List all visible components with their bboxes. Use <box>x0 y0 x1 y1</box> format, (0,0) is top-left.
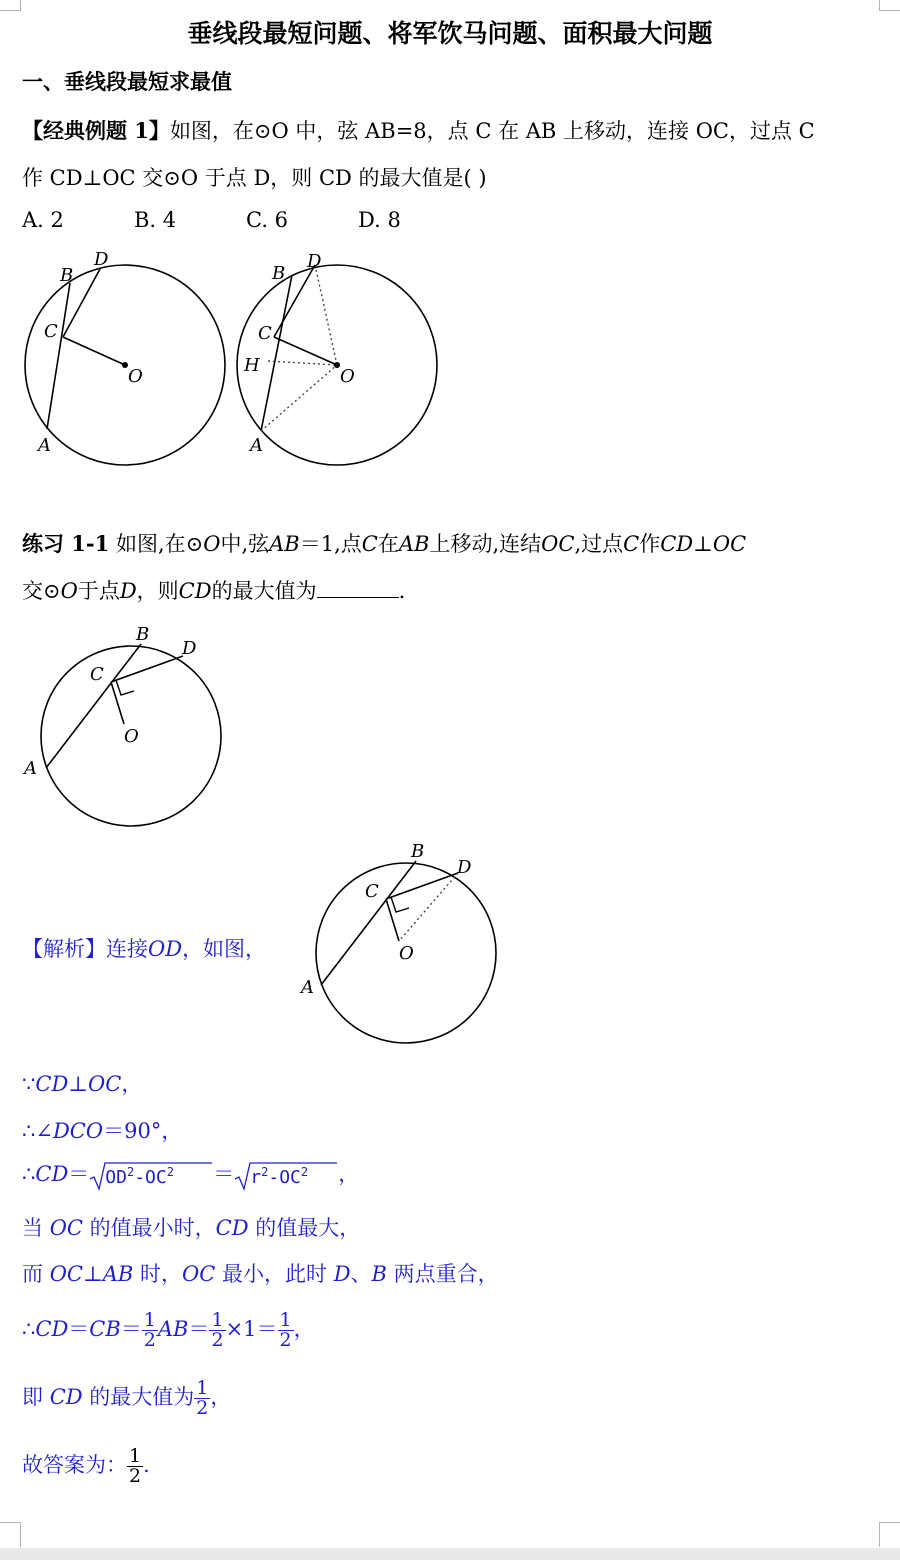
label-h: H <box>244 355 260 376</box>
text: 最小，此时 <box>222 1262 327 1286</box>
math: CD <box>178 579 212 603</box>
solution-step-7 <box>22 1372 231 1422</box>
math: O <box>60 579 78 603</box>
math: CB <box>89 1317 121 1341</box>
math: OC <box>49 1216 83 1240</box>
math: CD <box>49 1385 83 1409</box>
fraction-one-half <box>278 1311 294 1350</box>
text: ，则 <box>136 579 179 603</box>
text: ＝ <box>120 1317 142 1341</box>
math: AB <box>269 532 300 556</box>
label-d: D <box>182 638 197 659</box>
exponent: 2 <box>126 1164 135 1179</box>
solution-step-1 <box>22 1068 142 1098</box>
numerator: 1 <box>143 1309 156 1331</box>
text: 上移动,连结 <box>429 532 542 556</box>
answer-blank <box>317 579 399 598</box>
math: -OC <box>134 1166 167 1188</box>
math: -OC <box>268 1166 301 1188</box>
practice-tag: 练习 1-1 <box>22 531 110 556</box>
math: CD⊥OC <box>660 532 747 556</box>
practice-line-2 <box>22 575 405 605</box>
page-corner-mark <box>0 1522 21 1547</box>
math: r <box>250 1166 262 1188</box>
page-corner-mark <box>0 0 21 11</box>
text: ,过点 <box>574 532 624 556</box>
option-a: A. 2 <box>22 208 64 232</box>
example-line-2: 作 CD⊥OC 交⊙O 于点 D，则 CD 的最大值是( ) <box>22 166 487 190</box>
text: 中,弦 <box>220 532 270 556</box>
label-a: A <box>301 977 314 998</box>
denominator: 2 <box>129 1465 142 1487</box>
option-b: B. 4 <box>134 208 177 232</box>
math: D <box>119 579 137 603</box>
numerator: 1 <box>129 1445 142 1467</box>
fraction-one-half <box>194 1379 210 1418</box>
text: ＝ <box>68 1317 90 1341</box>
text: 而 <box>22 1262 43 1286</box>
page-title: 垂线段最短问题、将军饮马问题、面积最大问题 <box>187 19 713 48</box>
solution-step-3 <box>22 1158 359 1194</box>
math: C <box>623 532 640 556</box>
math: CD⊥OC <box>35 1072 122 1096</box>
math: OD <box>148 937 183 961</box>
label-c: C <box>90 664 104 685</box>
label-b: B <box>60 265 74 286</box>
label-b: B <box>272 263 286 284</box>
text: ×1＝ <box>225 1317 278 1341</box>
math: O <box>203 532 221 556</box>
label-d: D <box>457 857 472 878</box>
math: AB <box>157 1317 189 1341</box>
example-text: 如图，在⊙O 中，弦 AB=8，点 C 在 AB 上移动，连接 OC，过点 C <box>169 119 815 143</box>
math: OD <box>105 1166 127 1188</box>
page-gap-bar <box>0 1548 900 1560</box>
solution-tag: 【解析】 <box>22 937 106 961</box>
label-o: O <box>399 943 414 964</box>
label-o: O <box>128 366 143 387</box>
text: ， <box>210 1385 232 1409</box>
label-c: C <box>258 323 272 344</box>
text: 作 <box>639 532 661 556</box>
solution-step-2 <box>22 1115 182 1145</box>
text: ＝ <box>213 1162 235 1186</box>
numerator: 1 <box>211 1309 224 1331</box>
solution-step-5 <box>22 1258 499 1288</box>
label-b: B <box>411 841 425 862</box>
text: ＝ <box>68 1162 90 1186</box>
denominator: 2 <box>196 1397 209 1419</box>
fraction-one-half <box>127 1447 143 1486</box>
text: 连接 <box>106 937 148 961</box>
label-a: A <box>24 758 37 779</box>
label-a: A <box>38 435 51 456</box>
exponent: 2 <box>300 1164 309 1179</box>
exponent: 2 <box>261 1164 269 1179</box>
example-line-1 <box>22 115 815 145</box>
solution-answer <box>22 1440 150 1490</box>
text: 的值最小时， <box>89 1216 216 1240</box>
therefore-symbol: ∴ <box>22 1162 36 1186</box>
page-corner-mark <box>879 1522 900 1547</box>
figure-circle-4 <box>295 835 505 1050</box>
math: ∠DCO <box>35 1119 104 1143</box>
denominator: 2 <box>211 1329 224 1351</box>
text: 的最大值为 <box>211 579 317 603</box>
text: ＝90°， <box>103 1119 183 1143</box>
text: ， <box>293 1317 315 1341</box>
math: OC⊥AB <box>49 1262 134 1286</box>
text: 两点重合， <box>393 1262 499 1286</box>
page-corner-mark <box>879 0 900 11</box>
math: CD <box>35 1317 69 1341</box>
math: OC <box>182 1262 216 1286</box>
exponent: 2 <box>166 1164 174 1179</box>
text: 当 <box>22 1216 43 1240</box>
figure-circle-3 <box>20 620 230 835</box>
practice-line-1 <box>22 528 746 558</box>
text: 的值最大， <box>255 1216 361 1240</box>
text: 交⊙ <box>22 579 61 603</box>
sqrt-expression-2 <box>234 1161 338 1191</box>
fraction-one-half <box>209 1311 225 1350</box>
math: AB <box>398 532 430 556</box>
label-a: A <box>250 435 263 456</box>
label-d: D <box>94 249 109 270</box>
therefore-symbol: ∴ <box>22 1317 36 1341</box>
math: D <box>333 1262 351 1286</box>
text: 、 <box>350 1262 372 1286</box>
text: 的最大值为 <box>89 1385 195 1409</box>
because-symbol: ∵ <box>22 1072 36 1096</box>
figure-circle-1 <box>18 245 238 470</box>
text: ，如图， <box>182 937 267 961</box>
option-c: C. 6 <box>246 208 289 232</box>
text: ＝ <box>188 1317 210 1341</box>
therefore-symbol: ∴ <box>22 1119 36 1143</box>
numerator: 1 <box>196 1377 209 1399</box>
math: CD <box>215 1216 249 1240</box>
solution-step-6 <box>22 1304 315 1354</box>
label-b: B <box>136 624 150 645</box>
text: 故答案为： <box>22 1453 127 1477</box>
text: ， <box>121 1072 143 1096</box>
fraction-one-half <box>142 1311 158 1350</box>
option-d: D. 8 <box>358 208 401 232</box>
label-c: C <box>44 321 58 342</box>
math: CD <box>35 1162 69 1186</box>
figure-circle-2 <box>236 245 451 470</box>
denominator: 2 <box>279 1329 292 1351</box>
example-tag: 【经典例题 1】 <box>22 118 170 143</box>
math: B <box>371 1262 387 1286</box>
numerator: 1 <box>279 1309 292 1331</box>
text: 时， <box>140 1262 183 1286</box>
text: 于点 <box>77 579 120 603</box>
label-o: O <box>340 366 355 387</box>
section-heading: 一、垂线段最短求最值 <box>22 69 232 94</box>
label-c: C <box>365 881 379 902</box>
sqrt-expression-1 <box>89 1161 213 1191</box>
math: OC <box>541 532 575 556</box>
text: . <box>398 579 406 603</box>
math: C <box>361 532 378 556</box>
text: 在 <box>377 532 399 556</box>
label-o: O <box>124 726 139 747</box>
solution-intro <box>22 933 266 963</box>
text: 即 <box>22 1385 43 1409</box>
solution-step-4 <box>22 1212 360 1242</box>
denominator: 2 <box>143 1329 156 1351</box>
text: 如图,在⊙ <box>115 532 204 556</box>
text: ＝1,点 <box>299 532 362 556</box>
text: . <box>143 1453 150 1477</box>
label-d: D <box>307 251 322 272</box>
text: ， <box>338 1162 360 1186</box>
